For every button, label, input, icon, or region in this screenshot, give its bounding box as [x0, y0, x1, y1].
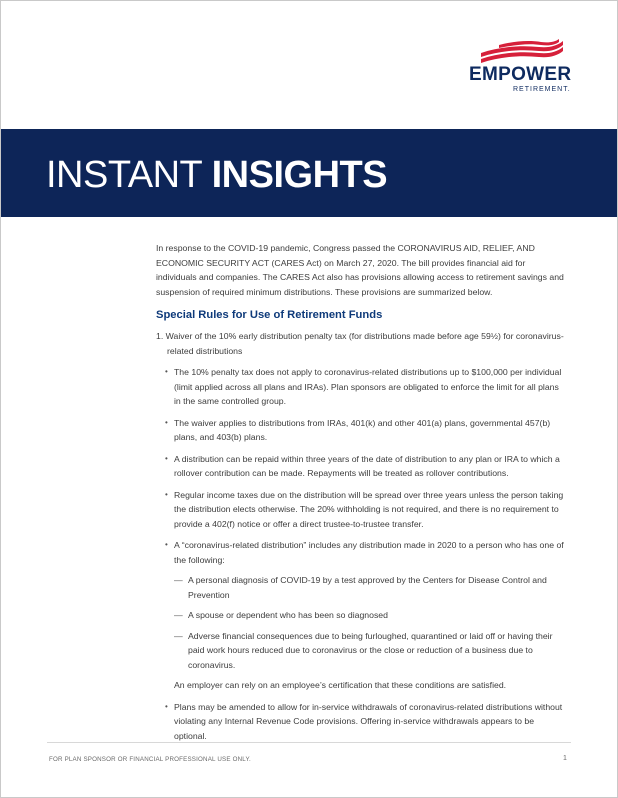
dash-item: — Adverse financial consequences due to being furloughed, quarantined or laid off or having their paid work hours reduced due to coronavirus or the close or reduction of a business due to coronavirus.	[188, 629, 568, 673]
title-banner	[1, 129, 617, 217]
intro-paragraph: In response to the COVID-19 pandemic, Congress passed the CORONAVIRUS AID, RELIEF, AND ECONOMIC SECURITY ACT (CARES Act) on March 27, 2020. The bill provides financial aid for individuals and companies. The CARES Act also has provisions allowing access to retirement savings and suspension of required minimum distributions. These provisions are summarized below.	[156, 243, 564, 297]
dash-item: — A personal diagnosis of COVID-19 by a test approved by the Centers for Disease Control and Prevention	[188, 573, 568, 602]
list-item-with-sublist	[174, 538, 568, 693]
dash-list	[174, 573, 568, 672]
main-content	[156, 241, 568, 750]
numbered-item-1: 1. Waiver of the 10% early distribution penalty tax (for distributions made before age 59½) for coronavirus-related distributions	[156, 331, 564, 356]
logo-subtitle: RETIREMENT.	[513, 86, 571, 93]
footer-disclaimer: FOR PLAN SPONSOR OR FINANCIAL PROFESSIONAL USE ONLY.	[49, 756, 251, 763]
title-light: INSTANT	[46, 154, 212, 196]
bullet-list	[156, 365, 568, 743]
title-bold: INSIGHTS	[211, 154, 388, 196]
list-item: • A distribution can be repaid within three years of the date of distribution to any plan or IRA to which a rollover contribution can be made. Repayments will be treated as rollover contributions.	[174, 452, 568, 481]
empower-logo	[469, 39, 572, 99]
flag-stripes-icon	[479, 39, 565, 65]
list-item: • Regular income taxes due on the distribution will be spread over three years unless the person taking the distribution elects otherwise. The 20% withholding is not required, and there is no requirement to provide a 402(f) notice or offer a direct trustee-to-trustee transfer.	[174, 488, 568, 532]
section-heading: Special Rules for Use of Retirement Funds	[156, 309, 383, 321]
footer-divider	[47, 742, 571, 743]
dash-item: — A spouse or dependent who has been so diagnosed	[188, 608, 568, 623]
page-number: 1	[563, 755, 567, 762]
list-item: • Plans may be amended to allow for in-service withdrawals of coronavirus-related distributions without violating any Internal Revenue Code provisions. Offering in-service withdrawals appears to be optional.	[174, 700, 568, 744]
page-title	[46, 153, 387, 197]
list-item: • The waiver applies to distributions from IRAs, 401(k) and other 401(a) plans, governmental 457(b) plans, and 403(b) plans.	[174, 416, 568, 445]
logo-wordmark: EMPOWER	[469, 64, 572, 85]
certification-note: An employer can rely on an employee’s certification that these conditions are satisfied.	[174, 680, 507, 690]
list-item: • The 10% penalty tax does not apply to coronavirus-related distributions up to $100,000 per individual (limit applied across all plans and IRAs). Plan sponsors are obligated to enforce the limit for all plans in the same controlled group.	[174, 365, 568, 409]
list-item-text: A “coronavirus-related distribution” includes any distribution made in 2020 to a person who has one of the following:	[174, 540, 564, 565]
